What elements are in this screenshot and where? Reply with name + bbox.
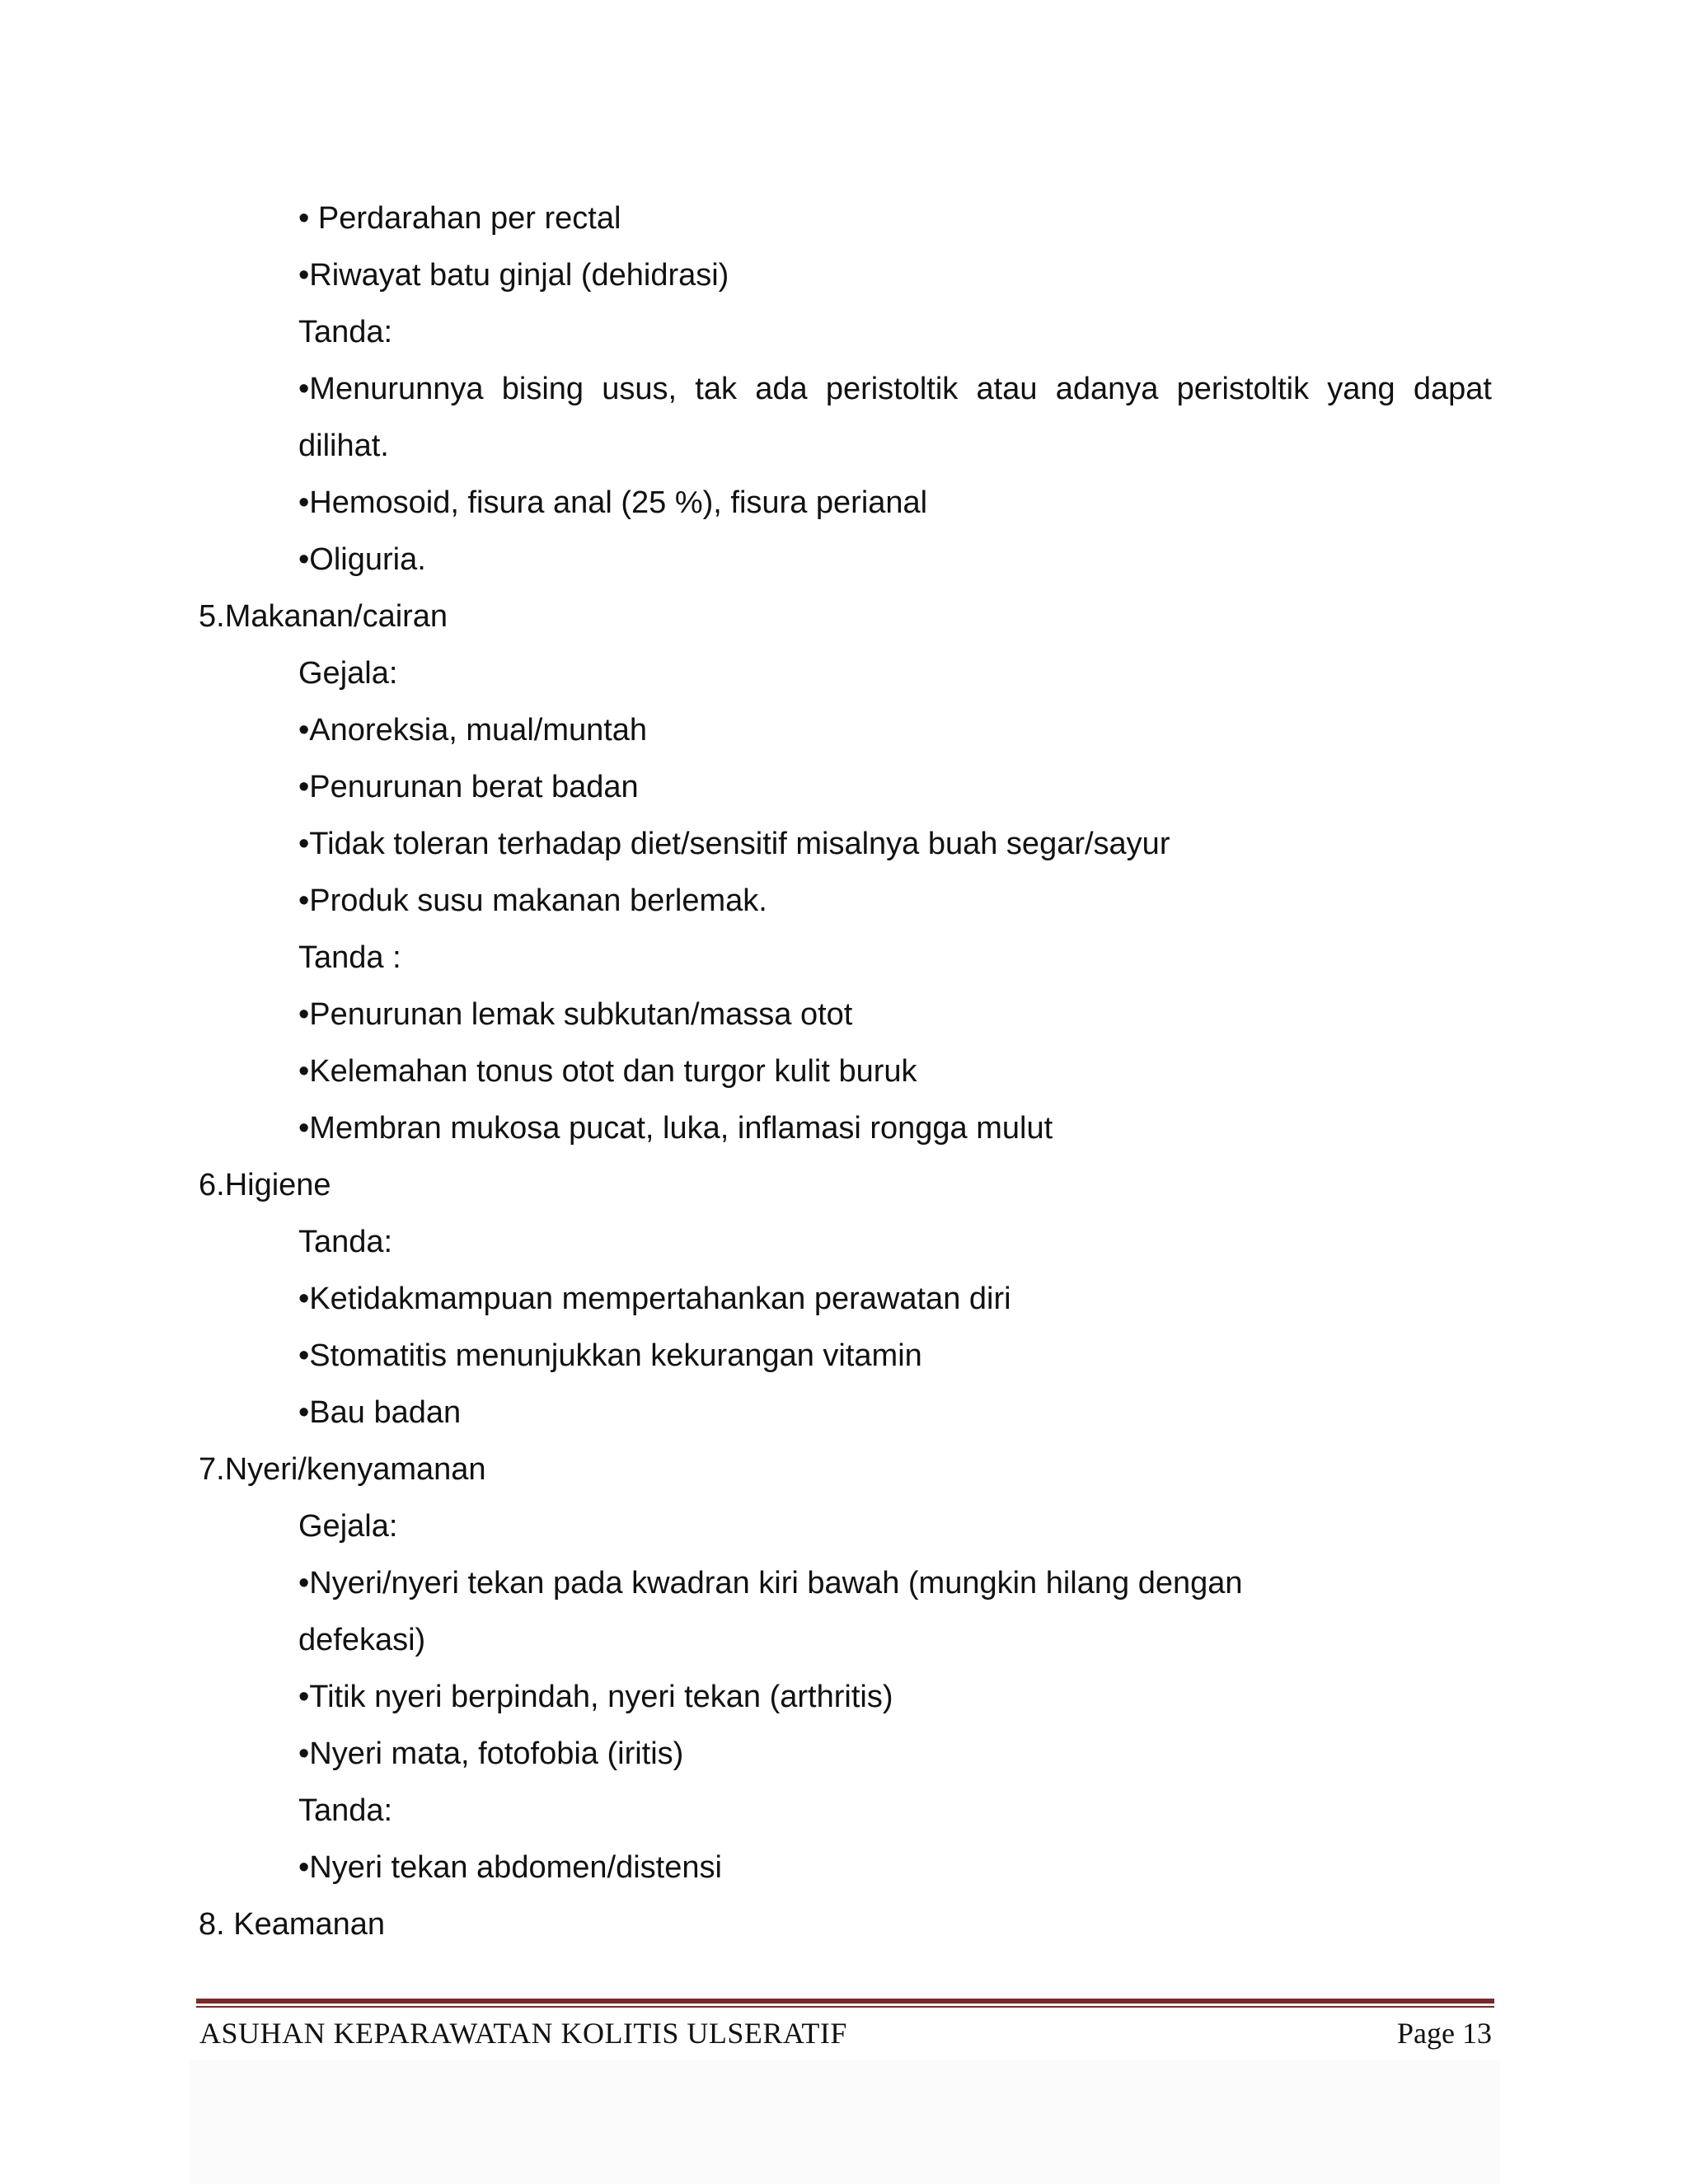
bullet-titik-nyeri: •Titik nyeri berpindah, nyeri tekan (arthritis): [298, 1680, 893, 1714]
continuation-dilihat: dilihat.: [298, 429, 389, 463]
footer-page-number: Page 13: [1397, 2017, 1492, 2050]
bullet-riwayat-batu-ginjal: •Riwayat batu ginjal (dehidrasi): [298, 258, 729, 293]
bullet-perdarahan: • Perdarahan per rectal: [298, 201, 621, 236]
bullet-membran-mukosa: •Membran mukosa pucat, luka, inflamasi rongga mulut: [298, 1111, 1053, 1146]
label-tanda: Tanda:: [298, 1225, 393, 1259]
footer-rule-thick: [196, 1999, 1494, 2004]
bullet-menurunnya-bising-usus: •Menurunnya bising usus, tak ada peristoltik atau adanya peristoltik yang dapat: [298, 372, 1492, 406]
bullet-penurunan-berat-badan: •Penurunan berat badan: [298, 770, 639, 804]
bullet-nyeri-tekan-abdomen: •Nyeri tekan abdomen/distensi: [298, 1850, 722, 1885]
footer-document-title: ASUHAN KEPARAWATAN KOLITIS ULSERATIF: [199, 2017, 847, 2050]
bullet-nyeri-tekan-kwadran: •Nyeri/nyeri tekan pada kwadran kiri bawah (mungkin hilang dengan: [298, 1566, 1243, 1601]
bullet-stomatitis: •Stomatitis menunjukkan kekurangan vitamin: [298, 1338, 922, 1373]
label-tanda: Tanda :: [298, 940, 401, 975]
label-tanda: Tanda:: [298, 315, 393, 349]
bullet-ketidakmampuan: •Ketidakmampuan mempertahankan perawatan diri: [298, 1282, 1011, 1316]
label-tanda: Tanda:: [298, 1793, 393, 1828]
bullet-bau-badan: •Bau badan: [298, 1395, 462, 1430]
bullet-kelemahan-tonus: •Kelemahan tonus otot dan turgor kulit buruk: [298, 1054, 917, 1089]
bullet-oliguria: •Oliguria.: [298, 542, 426, 577]
bullet-anoreksia: •Anoreksia, mual/muntah: [298, 713, 648, 748]
section-heading-makanan-cairan: 5.Makanan/cairan: [199, 599, 448, 634]
bullet-penurunan-lemak: •Penurunan lemak subkutan/massa otot: [298, 997, 853, 1032]
bullet-hemosoid: •Hemosoid, fisura anal (25 %), fisura perianal: [298, 485, 928, 520]
label-gejala: Gejala:: [298, 1509, 398, 1544]
bullet-nyeri-mata: •Nyeri mata, fotofobia (iritis): [298, 1736, 684, 1771]
bullet-produk-susu: •Produk susu makanan berlemak.: [298, 883, 767, 918]
section-heading-higiene: 6.Higiene: [199, 1168, 331, 1202]
label-gejala: Gejala:: [298, 656, 398, 691]
footer-background: [190, 2060, 1500, 2184]
bullet-tidak-toleran: •Tidak toleran terhadap diet/sensitif misalnya buah segar/sayur: [298, 827, 1170, 861]
section-heading-keamanan: 8. Keamanan: [199, 1907, 386, 1942]
section-heading-nyeri-kenyamanan: 7.Nyeri/kenyamanan: [199, 1452, 486, 1487]
continuation-defekasi: defekasi): [298, 1623, 426, 1657]
footer-rule-thin: [196, 2006, 1494, 2008]
